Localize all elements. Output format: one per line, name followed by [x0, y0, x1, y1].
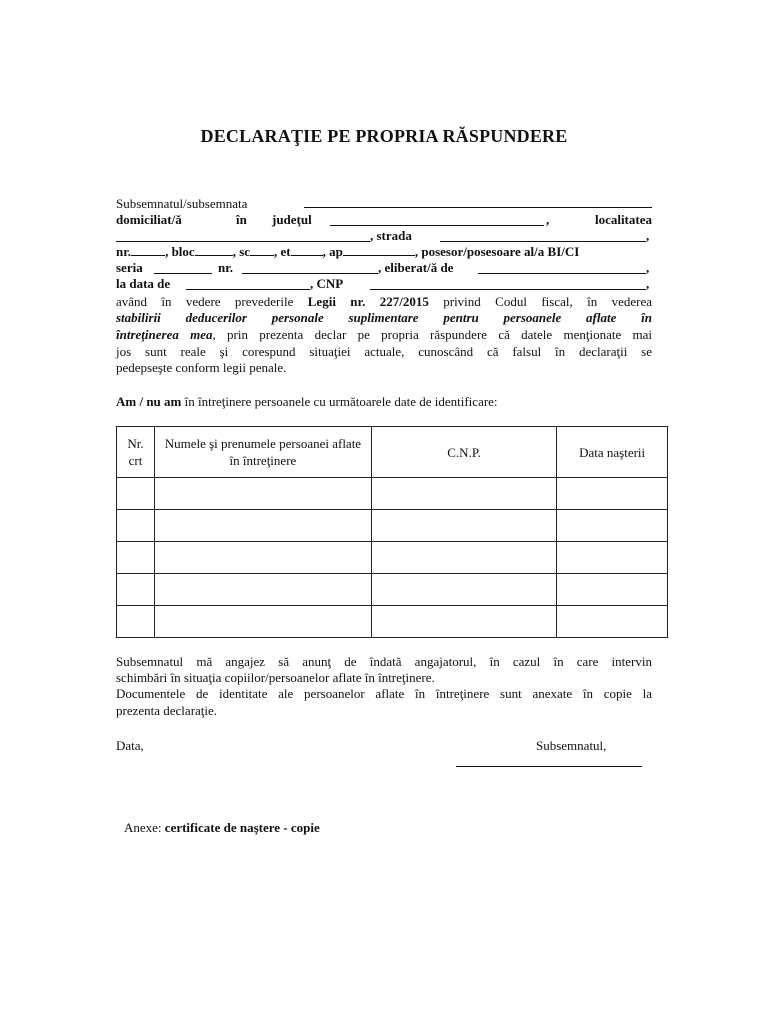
nr-field[interactable] [131, 244, 165, 256]
table-row [117, 542, 668, 574]
para1-italic: întreţinerea mea [116, 327, 213, 342]
et-label: , et [274, 244, 291, 259]
header-label: Nr. crt [127, 436, 144, 468]
domiciliat-label: domiciliat/ă [116, 212, 182, 227]
header-birth-date: Data naşterii [557, 427, 668, 478]
nr2-label: nr. [218, 260, 234, 275]
para1-line3 [116, 327, 652, 343]
table-cell[interactable] [371, 606, 556, 638]
subsemnatul-label: Subsemnatul/subsemnata [116, 196, 248, 211]
para2-line2: schimbări în situaţia copiilor/persoanelor aflate în întreţinere. [116, 670, 435, 685]
anexe-value: certificate de naştere - copie [164, 820, 320, 835]
form-line-id [116, 260, 652, 276]
comma: , [646, 260, 650, 275]
table-cell[interactable] [371, 574, 556, 606]
table-header-row [117, 427, 668, 478]
form-line-cnp [116, 276, 652, 292]
table-row [117, 574, 668, 606]
localitate-field[interactable] [116, 230, 370, 242]
para1-line4: jos sunt reale şi corespund situaţiei actuale, cunoscând că falsul în declaraţii se [116, 344, 652, 359]
am-nu-am: Am / nu am [116, 394, 182, 409]
ap-label: , ap [322, 244, 343, 259]
table-cell[interactable] [557, 574, 668, 606]
table-cell[interactable] [154, 478, 371, 510]
cnp-field[interactable] [370, 278, 646, 290]
table-cell[interactable] [557, 478, 668, 510]
name-field[interactable] [304, 196, 652, 208]
cnp-label: , CNP [310, 276, 344, 291]
seria-label: seria [116, 260, 143, 275]
strada-label: , strada [370, 228, 412, 243]
form-line-number [116, 244, 652, 260]
header-cnp: C.N.P. [371, 427, 556, 478]
table-row [117, 510, 668, 542]
date-field[interactable] [186, 278, 310, 290]
table-cell[interactable] [557, 510, 668, 542]
form-line-address [116, 212, 652, 228]
table-cell[interactable] [117, 510, 155, 542]
id-number-field[interactable] [242, 262, 378, 274]
table-cell[interactable] [117, 606, 155, 638]
table-row [117, 606, 668, 638]
ap-field[interactable] [343, 244, 415, 256]
date-label: Data, [116, 738, 144, 753]
table-cell[interactable] [557, 542, 668, 574]
seria-field[interactable] [154, 262, 212, 274]
table-cell[interactable] [154, 574, 371, 606]
anexe-label: Anexe: [124, 820, 165, 835]
para1-line1 [116, 294, 652, 310]
table-cell[interactable] [371, 478, 556, 510]
et-field[interactable] [291, 244, 323, 256]
posesor-label: , posesor/posesoare al/a BI/CI [414, 244, 580, 259]
in-label: în [236, 212, 247, 227]
table-cell[interactable] [154, 606, 371, 638]
para1-text: având în vedere prevederile [116, 294, 308, 309]
am-line [116, 394, 652, 410]
header-nr-crt [117, 427, 155, 478]
header-name [154, 427, 371, 478]
table-cell[interactable] [154, 542, 371, 574]
signature-label: Subsemnatul, [536, 738, 607, 753]
judetul-label: judeţul [272, 212, 312, 227]
comma: , [646, 276, 650, 291]
signature-line[interactable] [456, 766, 642, 767]
strada-field[interactable] [440, 230, 646, 242]
anexe-line [124, 820, 660, 836]
para1-line2: stabilirii deducerilor personale suplimentare pentru persoanele aflate în [116, 310, 652, 325]
bloc-label: , bloc [165, 244, 195, 259]
dependents-table [116, 426, 668, 638]
para1-text: privind Codul fiscal, în vederea [428, 294, 652, 309]
law-reference: Legii nr. 227/2015 [307, 294, 429, 309]
judet-field[interactable] [330, 214, 544, 226]
eliberat-field[interactable] [478, 262, 646, 274]
table-cell[interactable] [371, 510, 556, 542]
para2-line4: prezenta declaraţie. [116, 703, 218, 718]
para2-line1: Subsemnatul mă angajez să anunţ de îndată angajatorul, în cazul în care intervin [116, 654, 652, 669]
table-cell[interactable] [371, 542, 556, 574]
localitatea-label: localitatea [594, 212, 652, 227]
am-line-text: în întreţinere persoanele cu următoarele date de identificare: [181, 394, 498, 409]
header-label: Numele şi prenumele persoanei aflate în întreţinere [164, 436, 362, 468]
table-row [117, 478, 668, 510]
comma: , [646, 228, 650, 243]
eliberat-label: , eliberat/ă de [378, 260, 454, 275]
form-line-name [116, 196, 652, 212]
para1-line5: pedepseşte conform legii penale. [116, 360, 287, 375]
table-cell[interactable] [557, 606, 668, 638]
sc-label: , sc [232, 244, 251, 259]
para2-line3: Documentele de identitate ale persoanelor aflate în întreţinere sunt anexate în copie la [116, 686, 652, 701]
comma: , [546, 212, 550, 227]
nr-label: nr. [116, 244, 132, 259]
document-title: DECLARAŢIE PE PROPRIA RĂSPUNDERE [200, 126, 568, 146]
la-data-label: la data de [116, 276, 171, 291]
table-cell[interactable] [154, 510, 371, 542]
table-cell[interactable] [117, 574, 155, 606]
bloc-field[interactable] [195, 244, 233, 256]
table-cell[interactable] [117, 542, 155, 574]
table-cell[interactable] [117, 478, 155, 510]
para1-text: , prin prezenta declar pe propria răspundere că datele menţionate mai [212, 327, 653, 342]
sc-field[interactable] [250, 244, 274, 256]
